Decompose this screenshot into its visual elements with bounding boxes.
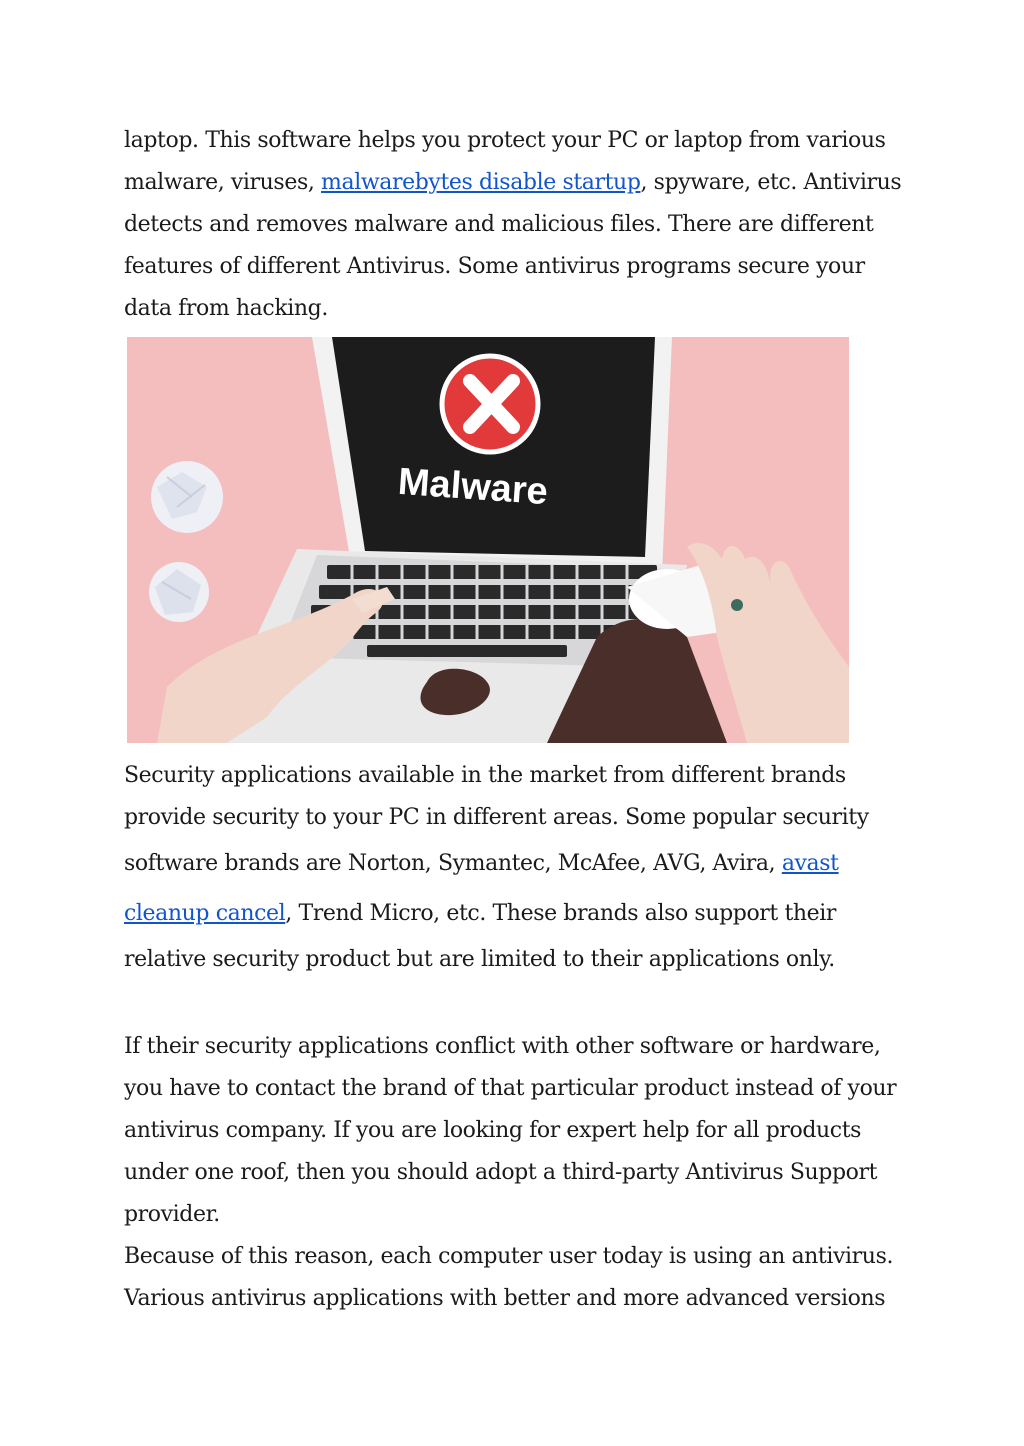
- avast-cleanup-link[interactable]: avast: [781, 851, 839, 876]
- text-span: , spyware, etc. Antivirus: [640, 170, 902, 195]
- text-line: features of different Antivirus. Some antivirus programs secure your: [124, 254, 865, 279]
- text-line: Because of this reason, each computer user today is using an antivirus.: [124, 1244, 894, 1269]
- screen-malware-text: Malware: [396, 460, 550, 514]
- text-line: Various antivirus applications with better and more advanced versions: [124, 1286, 886, 1311]
- text-span: , Trend Micro, etc. These brands also support their: [285, 901, 837, 926]
- text-line: laptop. This software helps you protect your PC or laptop from various: [124, 128, 886, 153]
- text-span: software brands are Norton, Symantec, McAfee, AVG, Avira,: [124, 851, 782, 876]
- red-x-warning-icon: [442, 356, 538, 452]
- text-line: you have to contact the brand of that particular product instead of your: [124, 1076, 897, 1101]
- malwarebytes-link[interactable]: malwarebytes disable startup: [321, 170, 641, 195]
- text-line: detects and removes malware and malicious files. There are different: [124, 212, 874, 237]
- crumpled-paper-icon: [151, 461, 223, 533]
- text-line: data from hacking.: [124, 296, 328, 321]
- paragraph-security-brands: [124, 755, 904, 981]
- text-span: malware, viruses,: [124, 170, 322, 195]
- text-line: [124, 889, 904, 939]
- text-line: [124, 839, 904, 889]
- paragraph-intro: [124, 120, 904, 330]
- malware-laptop-image: [127, 337, 849, 743]
- text-line: relative security product but are limited to their applications only.: [124, 947, 835, 972]
- text-line: If their security applications conflict with other software or hardware,: [124, 1034, 881, 1059]
- paragraph-support: [124, 1026, 904, 1320]
- text-line: Security applications available in the market from different brands: [124, 763, 846, 788]
- avast-cleanup-link-continued[interactable]: cleanup cancel: [124, 901, 286, 926]
- text-line: provide security to your PC in different areas. Some popular security: [124, 805, 869, 830]
- text-line: provider.: [124, 1202, 220, 1227]
- ring-icon: [731, 599, 743, 611]
- crumpled-paper-icon: [149, 562, 209, 622]
- text-line: antivirus company. If you are looking for expert help for all products: [124, 1118, 862, 1143]
- text-line: [124, 162, 904, 204]
- malware-illustration: [127, 337, 849, 743]
- text-line: under one roof, then you should adopt a third-party Antivirus Support: [124, 1160, 878, 1185]
